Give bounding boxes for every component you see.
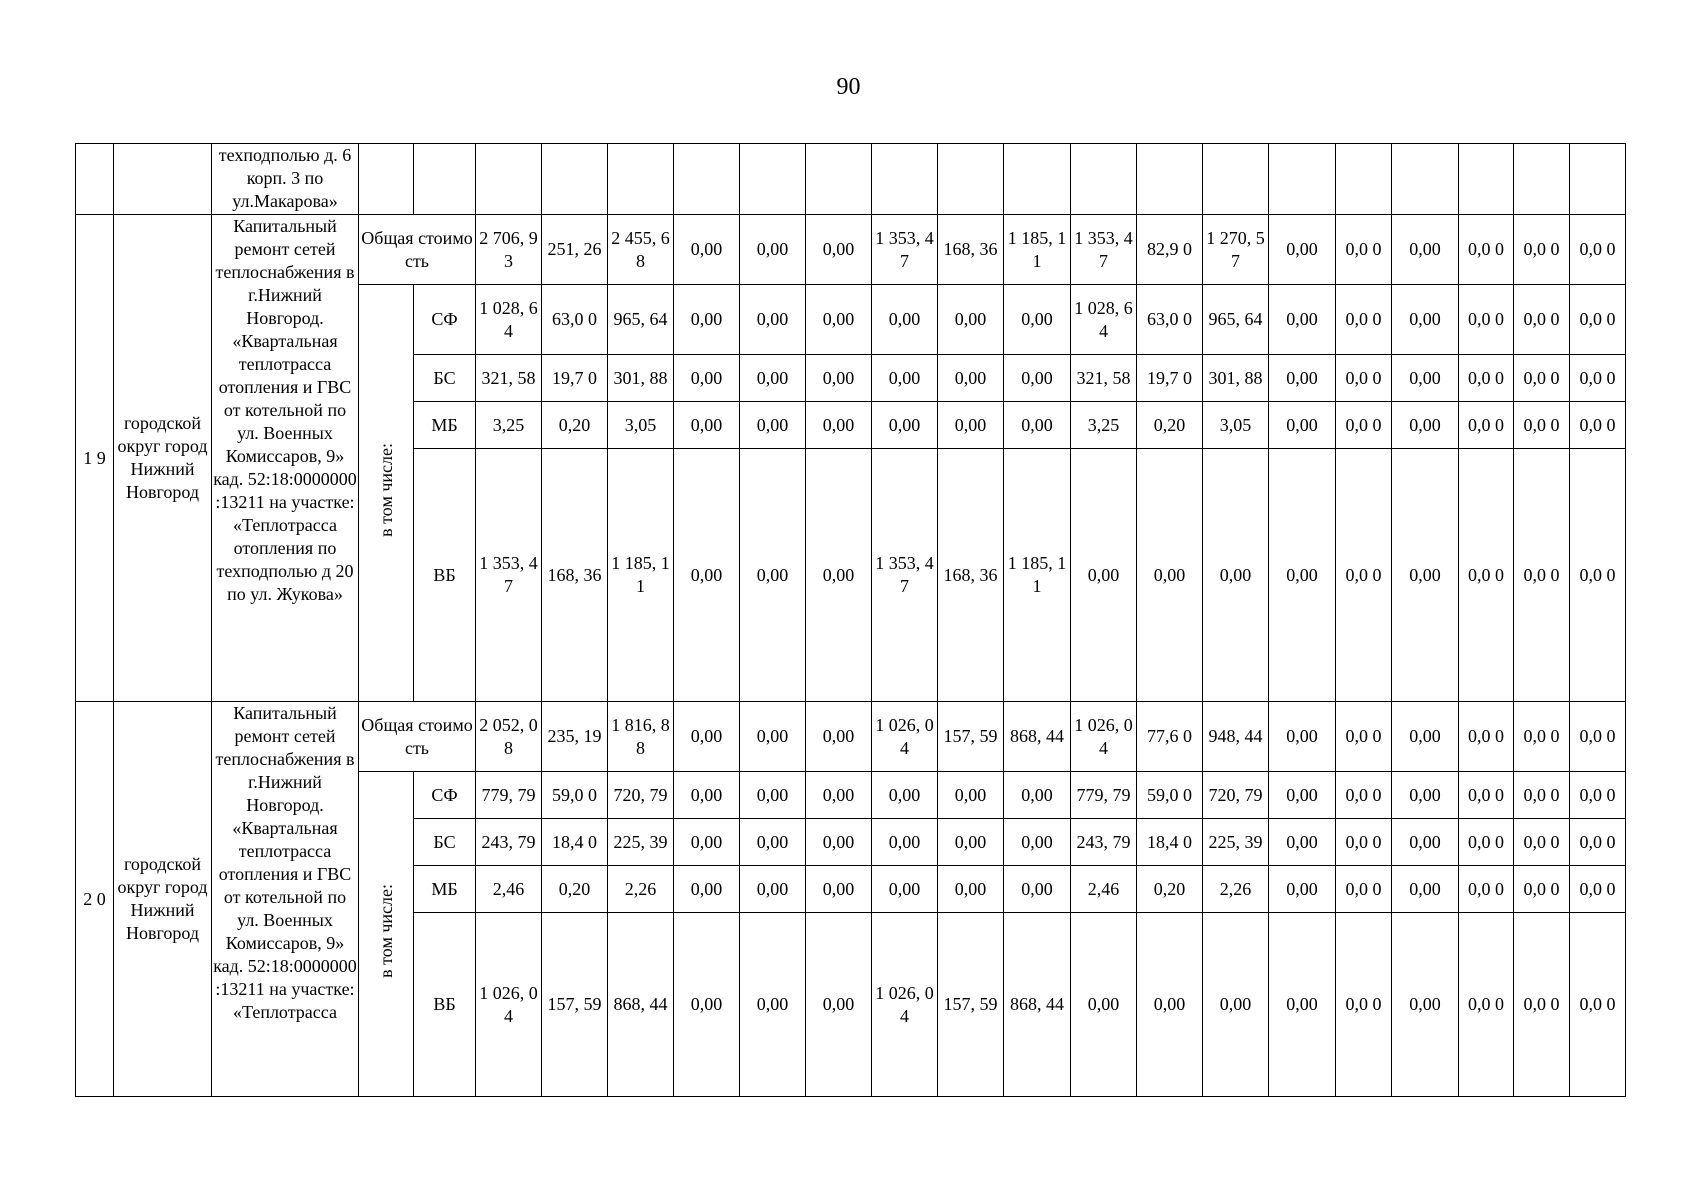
funding-source-code: ВБ [414,449,476,702]
municipality-cell [114,144,212,215]
value-cell: 0,00 [740,772,806,819]
value-cell: 0,00 [806,702,872,772]
value-cell: 0,00 [1269,702,1336,772]
value-cell: 0,00 [1269,355,1336,402]
in-that-number-label [359,285,414,702]
value-cell: 868, 44 [1004,702,1071,772]
value-cell: 868, 44 [1004,913,1071,1097]
funding-source-code: МБ [414,866,476,913]
value-cell: 0,00 [1004,355,1071,402]
value-cell [1514,144,1570,215]
value-cell: 0,0 0 [1459,772,1514,819]
value-cell: 77,6 0 [1137,702,1203,772]
value-cell: 59,0 0 [542,772,608,819]
funding-source-code: МБ [414,402,476,449]
value-cell: 157, 59 [542,913,608,1097]
continuation-row [76,144,1626,215]
value-cell [608,144,674,215]
municipality-cell: городской округ город Нижний Новгород [114,702,212,1097]
value-cell: 0,0 0 [1514,819,1570,866]
value-cell: 0,00 [1269,913,1336,1097]
value-cell: 0,0 0 [1514,215,1570,285]
value-cell: 82,9 0 [1137,215,1203,285]
value-cell: 157, 59 [938,913,1004,1097]
value-cell: 965, 64 [608,285,674,355]
value-cell: 321, 58 [1071,355,1137,402]
value-cell: 63,0 0 [542,285,608,355]
value-cell: 0,00 [674,819,740,866]
value-cell: 0,0 0 [1570,702,1626,772]
value-cell: 0,0 0 [1570,285,1626,355]
value-cell: 0,00 [1269,215,1336,285]
value-cell: 0,0 0 [1570,402,1626,449]
value-cell: 0,0 0 [1336,819,1392,866]
value-cell: 19,7 0 [1137,355,1203,402]
value-cell: 0,00 [674,866,740,913]
value-cell: 1 353, 47 [476,449,542,702]
value-cell: 0,0 0 [1459,819,1514,866]
value-cell: 0,00 [1004,866,1071,913]
value-cell: 0,0 0 [1514,285,1570,355]
value-cell: 1 185, 11 [608,449,674,702]
value-cell: 2,26 [608,866,674,913]
funding-source-code: СФ [414,772,476,819]
value-cell [1004,144,1071,215]
value-cell: 0,00 [806,449,872,702]
value-cell [1269,144,1336,215]
value-cell: 0,00 [1392,285,1459,355]
value-cell: 0,00 [1269,819,1336,866]
value-cell: 0,00 [938,285,1004,355]
value-cell: 0,00 [1004,285,1071,355]
row-number-cell: 2 0 [76,702,114,1097]
value-cell: 0,0 0 [1514,702,1570,772]
value-cell: 0,00 [872,866,938,913]
value-cell: 1 026, 04 [872,702,938,772]
value-cell: 0,00 [806,913,872,1097]
value-cell: 0,00 [1269,285,1336,355]
value-cell: 225, 39 [1203,819,1269,866]
value-cell: 868, 44 [608,913,674,1097]
value-cell: 0,0 0 [1459,285,1514,355]
value-cell: 0,00 [1392,215,1459,285]
value-cell: 0,00 [1392,819,1459,866]
value-cell: 1 026, 04 [476,913,542,1097]
value-cell [806,144,872,215]
label-cell [414,144,476,215]
value-cell [542,144,608,215]
project-name-cell: техподполью д. 6 корп. 3 по ул.Макарова» [212,144,359,215]
value-cell: 0,0 0 [1514,772,1570,819]
value-cell: 0,0 0 [1336,702,1392,772]
value-cell: 0,00 [806,402,872,449]
value-cell: 0,00 [674,285,740,355]
value-cell: 0,00 [1004,402,1071,449]
label-cell [359,144,414,215]
value-cell: 0,0 0 [1570,866,1626,913]
value-cell: 0,0 0 [1570,355,1626,402]
total-cost-label: Общая стоимость [359,702,476,772]
value-cell: 0,20 [542,866,608,913]
row-number-cell [76,144,114,215]
value-cell: 18,4 0 [542,819,608,866]
value-cell [1570,144,1626,215]
value-cell: 0,0 0 [1514,866,1570,913]
value-cell: 0,20 [1137,402,1203,449]
value-cell: 0,00 [872,819,938,866]
value-cell: 1 353, 47 [872,215,938,285]
value-cell: 0,00 [1137,449,1203,702]
value-cell: 779, 79 [476,772,542,819]
value-cell: 0,00 [1392,402,1459,449]
value-cell: 1 028, 64 [476,285,542,355]
value-cell: 0,00 [740,285,806,355]
value-cell: 0,00 [1392,702,1459,772]
value-cell: 0,00 [740,402,806,449]
value-cell: 3,05 [608,402,674,449]
budget-table [75,143,1626,1097]
record-total-row [76,702,1626,772]
value-cell: 0,00 [1203,913,1269,1097]
value-cell: 0,0 0 [1570,215,1626,285]
value-cell: 3,25 [1071,402,1137,449]
value-cell: 0,0 0 [1514,402,1570,449]
value-cell: 0,0 0 [1336,215,1392,285]
value-cell: 0,00 [1203,449,1269,702]
value-cell: 0,0 0 [1459,913,1514,1097]
value-cell: 0,00 [740,702,806,772]
value-cell: 0,0 0 [1570,819,1626,866]
value-cell: 0,0 0 [1336,866,1392,913]
value-cell: 0,00 [938,772,1004,819]
value-cell: 0,00 [674,772,740,819]
value-cell: 0,0 0 [1459,355,1514,402]
value-cell: 0,20 [1137,866,1203,913]
funding-source-code: БС [414,355,476,402]
value-cell: 0,0 0 [1336,913,1392,1097]
value-cell: 251, 26 [542,215,608,285]
value-cell: 1 185, 11 [1004,449,1071,702]
funding-source-code: СФ [414,285,476,355]
value-cell: 0,0 0 [1459,449,1514,702]
value-cell [476,144,542,215]
value-cell: 0,0 0 [1514,355,1570,402]
value-cell [1459,144,1514,215]
value-cell: 1 028, 64 [1071,285,1137,355]
value-cell [674,144,740,215]
value-cell: 0,00 [1392,355,1459,402]
value-cell: 0,00 [1269,402,1336,449]
value-cell: 2 052, 08 [476,702,542,772]
value-cell: 2,46 [476,866,542,913]
value-cell: 243, 79 [476,819,542,866]
value-cell: 0,00 [1392,772,1459,819]
value-cell [872,144,938,215]
value-cell: 3,05 [1203,402,1269,449]
value-cell: 235, 19 [542,702,608,772]
value-cell: 2,46 [1071,866,1137,913]
value-cell: 0,00 [1004,772,1071,819]
value-cell: 0,00 [1071,449,1137,702]
value-cell: 0,00 [1269,772,1336,819]
in-that-number-label [359,772,414,1097]
value-cell: 0,00 [740,819,806,866]
value-cell: 0,00 [740,215,806,285]
row-number-cell: 1 9 [76,215,114,702]
value-cell: 59,0 0 [1137,772,1203,819]
value-cell: 0,0 0 [1336,285,1392,355]
page-number: 90 [836,74,861,100]
value-cell: 0,00 [740,913,806,1097]
value-cell: 0,00 [674,215,740,285]
value-cell: 0,00 [806,285,872,355]
value-cell [938,144,1004,215]
value-cell: 243, 79 [1071,819,1137,866]
value-cell: 0,00 [872,285,938,355]
value-cell: 779, 79 [1071,772,1137,819]
value-cell: 965, 64 [1203,285,1269,355]
value-cell: 0,00 [938,866,1004,913]
value-cell: 168, 36 [938,215,1004,285]
value-cell [1137,144,1203,215]
value-cell [1336,144,1392,215]
value-cell: 168, 36 [938,449,1004,702]
funding-source-code: ВБ [414,913,476,1097]
value-cell: 0,00 [806,215,872,285]
value-cell: 1 270, 57 [1203,215,1269,285]
in-that-number-text: в том числе: [375,884,396,978]
value-cell [1392,144,1459,215]
value-cell: 0,00 [1392,913,1459,1097]
value-cell: 301, 88 [608,355,674,402]
value-cell: 2,26 [1203,866,1269,913]
value-cell: 0,0 0 [1570,772,1626,819]
project-name-cell: Капитальный ремонт сетей теплоснабжения в г.Нижний Новгород. «Квартальная теплотрасса отопления и ГВС от котельной по ул. Военных Комиссаров, 9» кад. 52:18:0000000 :13211 на участке: «Теплотрасса отопления по техподполью д 20 по ул. Жукова» [212,215,359,702]
value-cell: 0,00 [1137,913,1203,1097]
value-cell: 720, 79 [1203,772,1269,819]
value-cell: 1 185, 11 [1004,215,1071,285]
value-cell: 0,00 [1392,866,1459,913]
value-cell: 0,00 [806,866,872,913]
value-cell: 0,00 [1269,449,1336,702]
value-cell: 0,0 0 [1459,402,1514,449]
value-cell: 0,0 0 [1336,449,1392,702]
value-cell: 0,00 [806,772,872,819]
value-cell: 0,00 [872,772,938,819]
value-cell: 0,00 [872,355,938,402]
value-cell: 19,7 0 [542,355,608,402]
value-cell: 0,20 [542,402,608,449]
value-cell: 0,00 [938,402,1004,449]
value-cell: 63,0 0 [1137,285,1203,355]
value-cell [1071,144,1137,215]
value-cell: 0,0 0 [1570,913,1626,1097]
value-cell: 948, 44 [1203,702,1269,772]
value-cell: 301, 88 [1203,355,1269,402]
value-cell [1203,144,1269,215]
value-cell: 0,0 0 [1459,702,1514,772]
value-cell: 1 353, 47 [1071,215,1137,285]
value-cell: 0,0 0 [1459,215,1514,285]
value-cell: 0,00 [1004,819,1071,866]
value-cell: 18,4 0 [1137,819,1203,866]
value-cell: 0,00 [674,355,740,402]
value-cell: 1 816, 88 [608,702,674,772]
value-cell: 1 026, 04 [872,913,938,1097]
in-that-number-text: в том числе: [375,443,396,537]
value-cell: 0,0 0 [1514,449,1570,702]
value-cell: 0,0 0 [1570,449,1626,702]
value-cell: 2 706, 93 [476,215,542,285]
value-cell: 0,00 [674,402,740,449]
value-cell: 0,00 [1071,913,1137,1097]
value-cell: 0,00 [674,913,740,1097]
value-cell: 225, 39 [608,819,674,866]
value-cell: 0,0 0 [1336,355,1392,402]
value-cell: 2 455, 68 [608,215,674,285]
value-cell: 0,0 0 [1514,913,1570,1097]
value-cell: 0,0 0 [1459,866,1514,913]
value-cell: 0,0 0 [1336,402,1392,449]
value-cell: 0,00 [1269,866,1336,913]
value-cell: 0,00 [806,819,872,866]
value-cell: 720, 79 [608,772,674,819]
value-cell: 0,00 [740,449,806,702]
value-cell: 1 026, 04 [1071,702,1137,772]
value-cell: 157, 59 [938,702,1004,772]
value-cell: 0,00 [1392,449,1459,702]
record-total-row [76,215,1626,285]
total-cost-label: Общая стоимость [359,215,476,285]
value-cell: 0,00 [740,866,806,913]
value-cell: 0,00 [806,355,872,402]
funding-source-code: БС [414,819,476,866]
value-cell: 0,00 [938,819,1004,866]
value-cell: 0,00 [674,702,740,772]
value-cell: 0,00 [674,449,740,702]
value-cell: 0,00 [872,402,938,449]
value-cell: 0,0 0 [1336,772,1392,819]
value-cell: 321, 58 [476,355,542,402]
value-cell [740,144,806,215]
value-cell: 3,25 [476,402,542,449]
project-name-cell: Капитальный ремонт сетей теплоснабжения в г.Нижний Новгород. «Квартальная теплотрасса отопления и ГВС от котельной по ул. Военных Комиссаров, 9» кад. 52:18:0000000 :13211 на участке: «Теплотрасса [212,702,359,1097]
value-cell: 0,00 [740,355,806,402]
municipality-cell: городской округ город Нижний Новгород [114,215,212,702]
value-cell: 168, 36 [542,449,608,702]
value-cell: 0,00 [938,355,1004,402]
value-cell: 1 353, 47 [872,449,938,702]
